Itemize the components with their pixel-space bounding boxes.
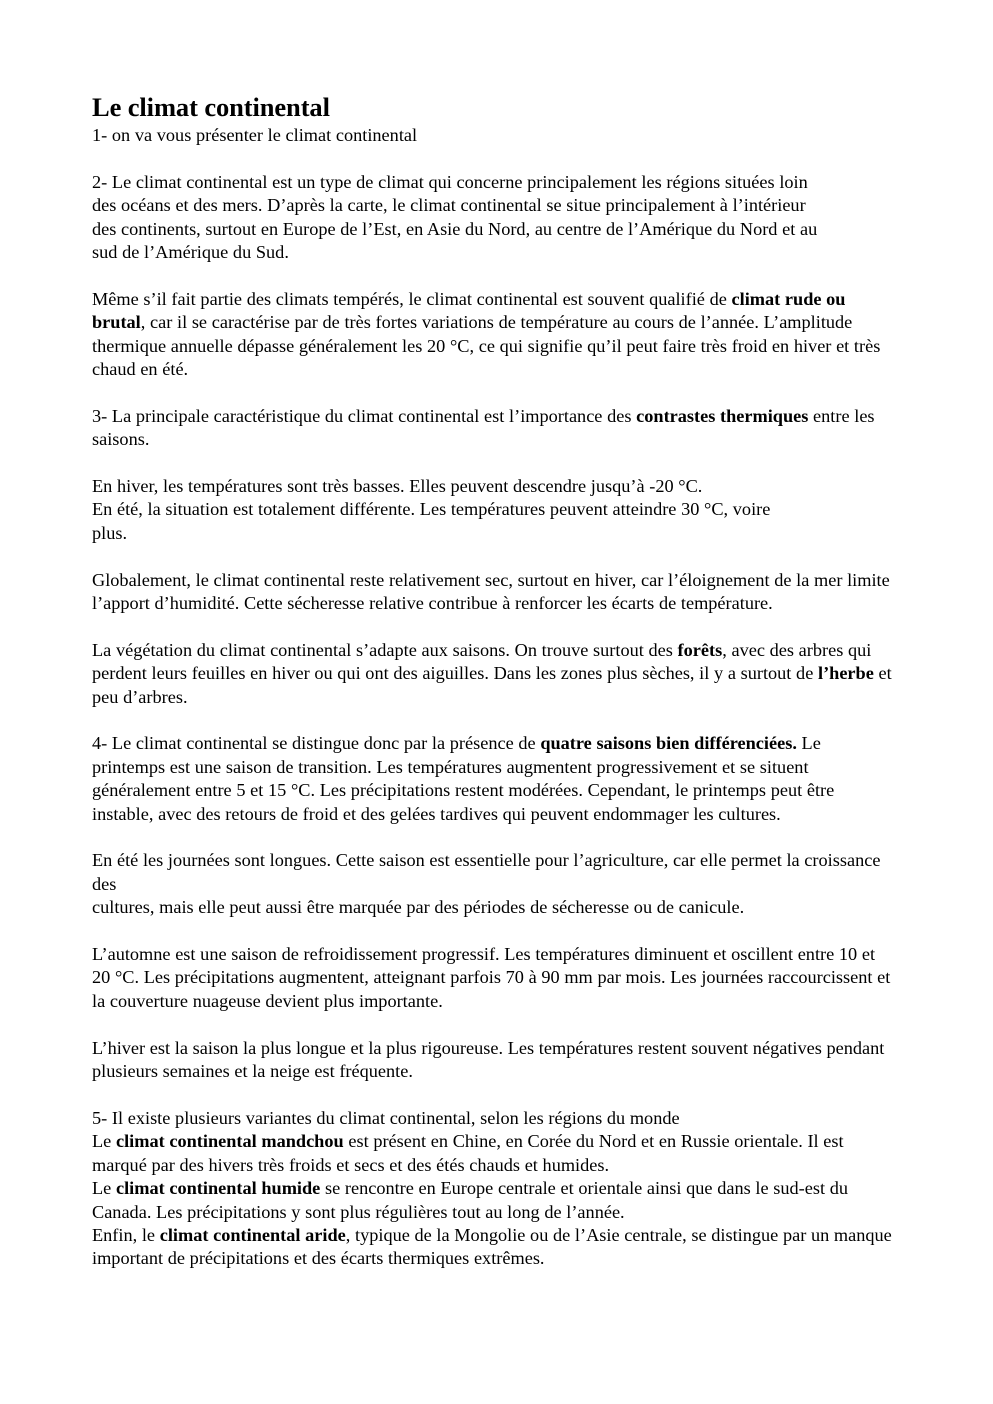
intro-text: 1- on va vous présenter le climat continental bbox=[92, 125, 418, 145]
paragraph-spacer bbox=[92, 826, 890, 849]
paragraph-spacer bbox=[92, 452, 890, 475]
automne-text: L’automne est une saison de refroidissement progressif. Les températures diminuent et oscillent entre 10 et 20 °C. Les précipitations augmentent, atteignant parfois 70 à 90 mm par mois. Les journées raccourcissent et la couverture nuageuse devient plus importante. bbox=[92, 944, 891, 1011]
variante-humide-before: Le bbox=[92, 1178, 116, 1199]
temperature-winter-line: En hiver, les températures sont très basses. Elles peuvent descendre jusqu’à -20 °C. bbox=[92, 476, 703, 497]
climat-rude-emphasis: climat rude ou brutal bbox=[92, 288, 846, 333]
paragraph-contrastes bbox=[92, 405, 892, 452]
vegetation-text-2: , avec des arbres qui perdent leurs feuilles en hiver ou qui ont des aiguilles. Dans les zones plus sèches, il y a surtout de bbox=[92, 639, 872, 684]
vegetation-text-3: et peu d’arbres. bbox=[92, 663, 892, 707]
paragraph-spacer bbox=[92, 264, 890, 287]
paragraph-spacer bbox=[92, 615, 890, 638]
paragraph-variantes bbox=[92, 1107, 892, 1271]
variante-aride-after: , typique de la Mongolie ou de l’Asie centrale, se distingue par un manque important de précipitations et des écarts thermiques extrêmes. bbox=[92, 1224, 892, 1269]
paragraph-spacer bbox=[92, 147, 890, 170]
temperature-summer-line-cont: plus. bbox=[92, 522, 128, 543]
variante-mandchou-emphasis: climat continental mandchou bbox=[115, 1131, 344, 1152]
paragraph-spacer bbox=[92, 545, 890, 568]
ete-line-2: cultures, mais elle peut aussi être marquée par des périodes de sécheresse ou de canicule. bbox=[92, 897, 745, 918]
climat-rude-text-after: , car il se caractérise par de très fortes variations de température au cours de l’année. L’amplitude thermique annuelle dépasse généralement les 20 °C, ce qui signifie qu’il peut faire très froid en hiver et très chaud en été. bbox=[92, 312, 881, 380]
variante-mandchou-after: est présent en Chine, en Corée du Nord et en Russie orientale. Il est marqué par des hivers très froids et secs et des étés chauds et humides. bbox=[92, 1131, 844, 1175]
paragraph-spacer bbox=[92, 381, 890, 404]
page-title: Le climat continental bbox=[92, 92, 330, 122]
paragraph-definition bbox=[92, 171, 892, 265]
hiver-text: L’hiver est la saison la plus longue et la plus rigoureuse. Les températures restent souvent négatives pendant plusieurs semaines et la neige est fréquente. bbox=[92, 1037, 885, 1082]
paragraph-vegetation bbox=[92, 639, 892, 709]
variantes-intro-line: 5- Il existe plusieurs variantes du climat continental, selon les régions du monde bbox=[92, 1107, 680, 1128]
contrastes-emphasis: contrastes thermiques bbox=[636, 405, 809, 426]
saisons-text-after: Le printemps est une saison de transition. Les températures augmentent progressivement et se situent généralement entre 5 et 15 °C. Les précipitations restent modérées. Cependant, le printemps peut être instable, avec des retours de froid et des gelées tardives qui peuvent endommager les cultures. bbox=[92, 733, 835, 824]
vegetation-text-1: La végétation du climat continental s’adapte aux saisons. On trouve surtout des bbox=[92, 639, 678, 660]
variante-mandchou-before: Le bbox=[92, 1131, 116, 1152]
paragraph-spacer bbox=[92, 1013, 890, 1036]
ete-line-1: En été les journées sont longues. Cette saison est essentielle pour l’agriculture, car elle permet la croissance des bbox=[92, 850, 881, 894]
variante-aride-before: Enfin, le bbox=[92, 1224, 160, 1245]
contrastes-text-before: 3- La principale caractéristique du climat continental est l’importance des bbox=[92, 405, 637, 426]
variante-humide-emphasis: climat continental humide bbox=[115, 1178, 321, 1199]
vegetation-emphasis-forets: forêts bbox=[677, 639, 723, 660]
paragraph-hiver bbox=[92, 1037, 892, 1084]
saisons-emphasis: quatre saisons bien différenciées. bbox=[540, 733, 797, 754]
paragraph-temperatures bbox=[92, 475, 892, 545]
contrastes-text-after: entre les saisons. bbox=[92, 405, 875, 450]
paragraph-intro bbox=[92, 124, 892, 147]
definition-line-2: des océans et des mers. D’après la carte, le climat continental se situe principalement à l’intérieur bbox=[92, 195, 806, 216]
variante-humide-after: se rencontre en Europe centrale et orientale ainsi que dans le sud-est du Canada. Les précipitations y sont plus régulières tout au long de l’année. bbox=[92, 1178, 848, 1222]
secheresse-text: Globalement, le climat continental reste relativement sec, surtout en hiver, car l’éloignement de la mer limite l’apport d’humidité. Cette sécheresse relative contribue à renforcer les écarts de température. bbox=[92, 569, 890, 614]
temperature-summer-line: En été, la situation est totalement différente. Les températures peuvent atteindre 30 °C, voire bbox=[92, 499, 771, 520]
variante-aride-emphasis: climat continental aride bbox=[159, 1224, 346, 1245]
paragraph-saisons bbox=[92, 732, 892, 826]
paragraph-spacer bbox=[92, 920, 890, 943]
paragraph-climat-rude bbox=[92, 288, 892, 382]
paragraph-secheresse bbox=[92, 569, 892, 616]
paragraph-spacer bbox=[92, 709, 890, 732]
vegetation-emphasis-herbe: l’herbe bbox=[817, 663, 874, 684]
paragraph-spacer bbox=[92, 1084, 890, 1107]
saisons-text-before: 4- Le climat continental se distingue donc par la présence de bbox=[92, 733, 541, 754]
definition-line-3: des continents, surtout en Europe de l’Est, en Asie du Nord, au centre de l’Amérique du Nord et au bbox=[92, 218, 818, 239]
paragraph-automne bbox=[92, 943, 892, 1013]
definition-line-1: 2- Le climat continental est un type de climat qui concerne principalement les régions situées loin bbox=[92, 171, 808, 192]
paragraph-ete bbox=[92, 849, 892, 919]
definition-line-4: sud de l’Amérique du Sud. bbox=[92, 242, 289, 263]
climat-rude-text-before: Même s’il fait partie des climats tempérés, le climat continental est souvent qualifié de bbox=[92, 288, 732, 309]
